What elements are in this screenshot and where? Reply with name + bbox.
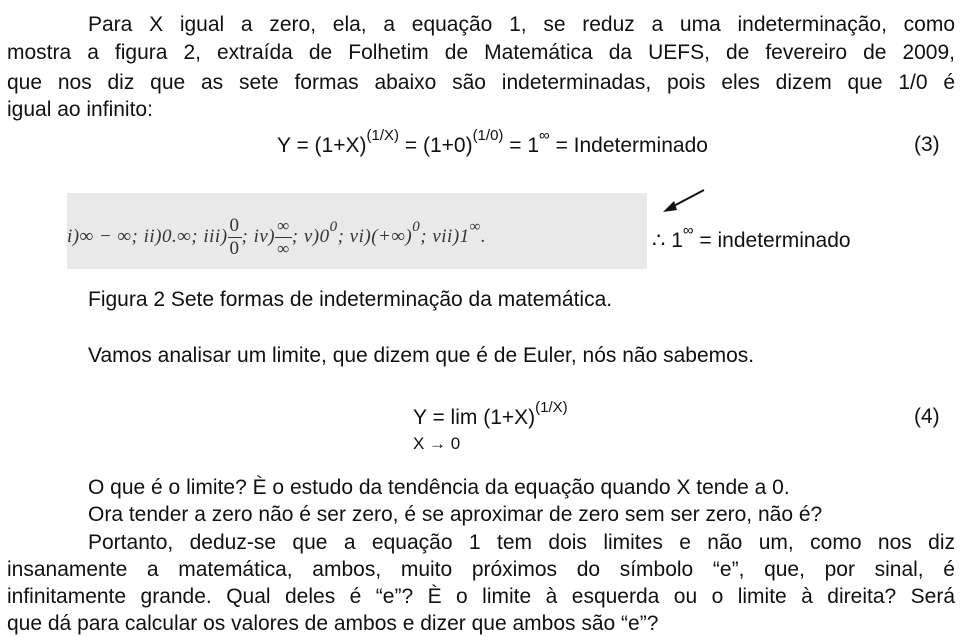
paragraph-3-line-4: insanamente a matemática, ambos, muito próximos do símbolo “e”, que, por sinal, é (7, 558, 955, 581)
paragraph-3-line-3: Portanto, deduz-se que a equação 1 tem dois limites e não um, como nos diz (88, 531, 955, 554)
fraction-zero-over-zero: $\frac{0}{0}$ (229, 215, 240, 259)
equation-3: $Y = (1+X)^{(1/X)} = (1+0)^{(1/0)} = 1^\infty$ = Indeterminado (277, 127, 708, 157)
paragraph-1-line-1: Para X igual a zero, ela, a equação 1, se reduz a uma indeterminação, como (88, 13, 955, 36)
paragraph-1-line-2: mostra a figura 2, extraída de Folhetim de Matemática da UEFS, de fevereiro de 2009, (7, 41, 955, 64)
fraction-infinity-over-infinity: $\frac{\infty}{\infty}$ (277, 216, 290, 258)
paragraph-3-line-6: que dá para calcular os valores de ambos e dizer que ambos são “e”? (7, 612, 659, 635)
equation-3-number: (3) (914, 133, 940, 156)
figure-2-image (67, 193, 647, 269)
paragraph-2: Vamos analisar um limite, que dizem que é de Euler, nós não sabemos. (88, 344, 755, 367)
indeterminate-forms-list: i)∞ − ∞; ii)0.∞; iii) $\frac{0}{0}$ ; iv) $\frac{\infty}{\infty}$ ; $v)0^0$; vi)(+∞)$^0$; vii)1∞. (67, 215, 487, 259)
equation-4: $Y = \lim (1+X)^{(1/X)}$ (413, 399, 568, 429)
paragraph-3-line-2: Ora tender a zero não é ser zero, é se aproximar de zero sem ser zero, não é? (88, 503, 823, 526)
arrow-icon (660, 188, 706, 214)
figure-conclusion: ∴ 1∞ = indeterminado (652, 222, 851, 252)
paragraph-3-line-1: O que é o limite? È o estudo da tendência da equação quando X tende a 0. (88, 476, 790, 499)
paragraph-1-line-4: igual ao infinito: (7, 98, 153, 121)
figure-caption: Figura 2 Sete formas de indeterminação da matemática. (88, 288, 613, 311)
equation-4-number: (4) (914, 405, 940, 428)
paragraph-1-line-3: que nos diz que as sete formas abaixo são indeterminadas, pois eles dizem que 1/0 é (7, 71, 955, 94)
limit-subscript: X → 0 (413, 434, 461, 453)
paragraph-3-line-5: infinitamente grande. Qual deles é “e”? È o limite à esquerda ou o limite à direita? Será (7, 585, 955, 608)
